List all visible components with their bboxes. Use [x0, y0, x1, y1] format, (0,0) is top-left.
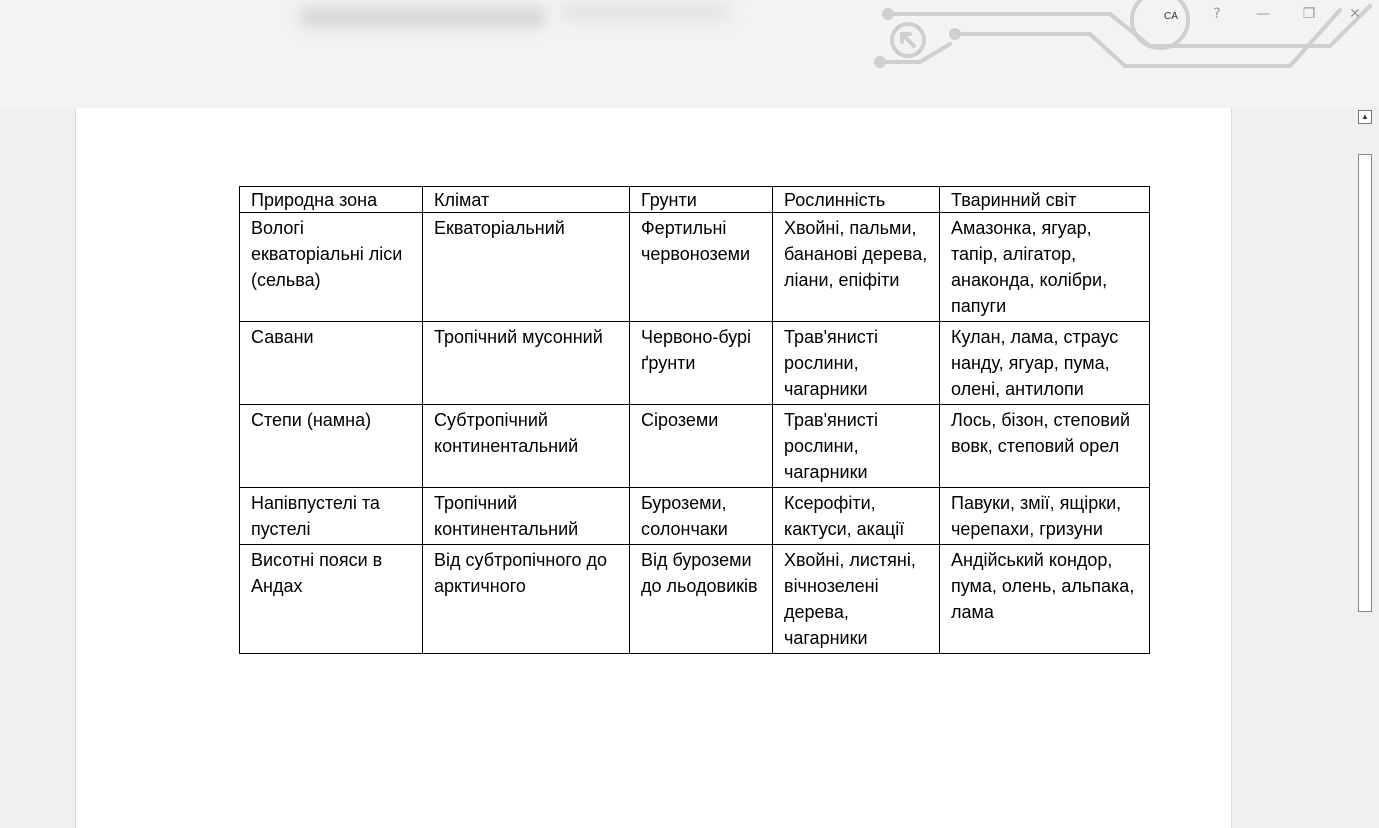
header-cell: Тваринний світ — [940, 187, 1150, 213]
table-row — [240, 213, 1150, 322]
user-avatar[interactable]: CA — [1164, 11, 1178, 22]
header-cell: Клімат — [423, 187, 630, 213]
table-cell: Напівпустелі та пустелі — [240, 488, 423, 545]
table-cell: Висотні пояси в Андах — [240, 545, 423, 654]
table-cell: Тропічний континентальний — [423, 488, 630, 545]
table-cell: Андійський кондор, пума, олень, альпака, лама — [940, 545, 1150, 654]
table-cell: Тропічний мусонний — [423, 322, 630, 405]
table-cell: Амазонка, ягуар, тапір, алігатор, анаконда, колібри, папуги — [940, 213, 1150, 322]
table-cell: Фертильні червоноземи — [630, 213, 773, 322]
scroll-up-button[interactable]: ▲ — [1358, 110, 1372, 124]
table-cell: Савани — [240, 322, 423, 405]
table-header-row — [240, 187, 1150, 213]
table-cell: Субтропічний континентальний — [423, 405, 630, 488]
table-cell: Червоно-бурі ґрунти — [630, 322, 773, 405]
document-title-blurred — [300, 6, 545, 28]
table-row — [240, 322, 1150, 405]
header-cell: Рослинність — [773, 187, 940, 213]
header-cell: Природна зона — [240, 187, 423, 213]
scroll-thumb[interactable] — [1358, 154, 1372, 612]
header-cell: Грунти — [630, 187, 773, 213]
table-cell: Екваторіальний — [423, 213, 630, 322]
table-cell: Трав'янисті рослини, чагарники — [773, 405, 940, 488]
table-row — [240, 405, 1150, 488]
table-cell: Хвойні, пальми, бананові дерева, ліани, епіфіти — [773, 213, 940, 322]
help-button[interactable]: ? — [1213, 6, 1221, 22]
close-button[interactable]: ✕ — [1349, 6, 1361, 22]
table-row — [240, 488, 1150, 545]
table-cell: Сіроземи — [630, 405, 773, 488]
table-cell: Буроземи, солончаки — [630, 488, 773, 545]
restore-button[interactable]: ❐ — [1302, 6, 1316, 22]
table-cell: Хвойні, листяні, вічнозелені дерева, чагарники — [773, 545, 940, 654]
natural-zones-table — [239, 186, 1150, 654]
title-decoration-blurred — [560, 4, 730, 20]
vertical-scrollbar[interactable] — [1355, 108, 1379, 819]
table-cell: Вологі екваторіальні ліси (сельва) — [240, 213, 423, 322]
table-cell: Від субтропічного до арктичного — [423, 545, 630, 654]
table-cell: Степи (намна) — [240, 405, 423, 488]
table-cell: Ксерофіти, кактуси, акації — [773, 488, 940, 545]
minimize-button[interactable]: — — [1256, 6, 1270, 22]
table-cell: Кулан, лама, страус нанду, ягуар, пума, олені, антилопи — [940, 322, 1150, 405]
table-cell: Від буроземи до льодовиків — [630, 545, 773, 654]
table-cell: Павуки, змії, ящірки, черепахи, гризуни — [940, 488, 1150, 545]
table-cell: Лось, бізон, степовий вовк, степовий орел — [940, 405, 1150, 488]
title-bar — [0, 0, 1379, 108]
table-row — [240, 545, 1150, 654]
table-cell: Трав'янисті рослини, чагарники — [773, 322, 940, 405]
